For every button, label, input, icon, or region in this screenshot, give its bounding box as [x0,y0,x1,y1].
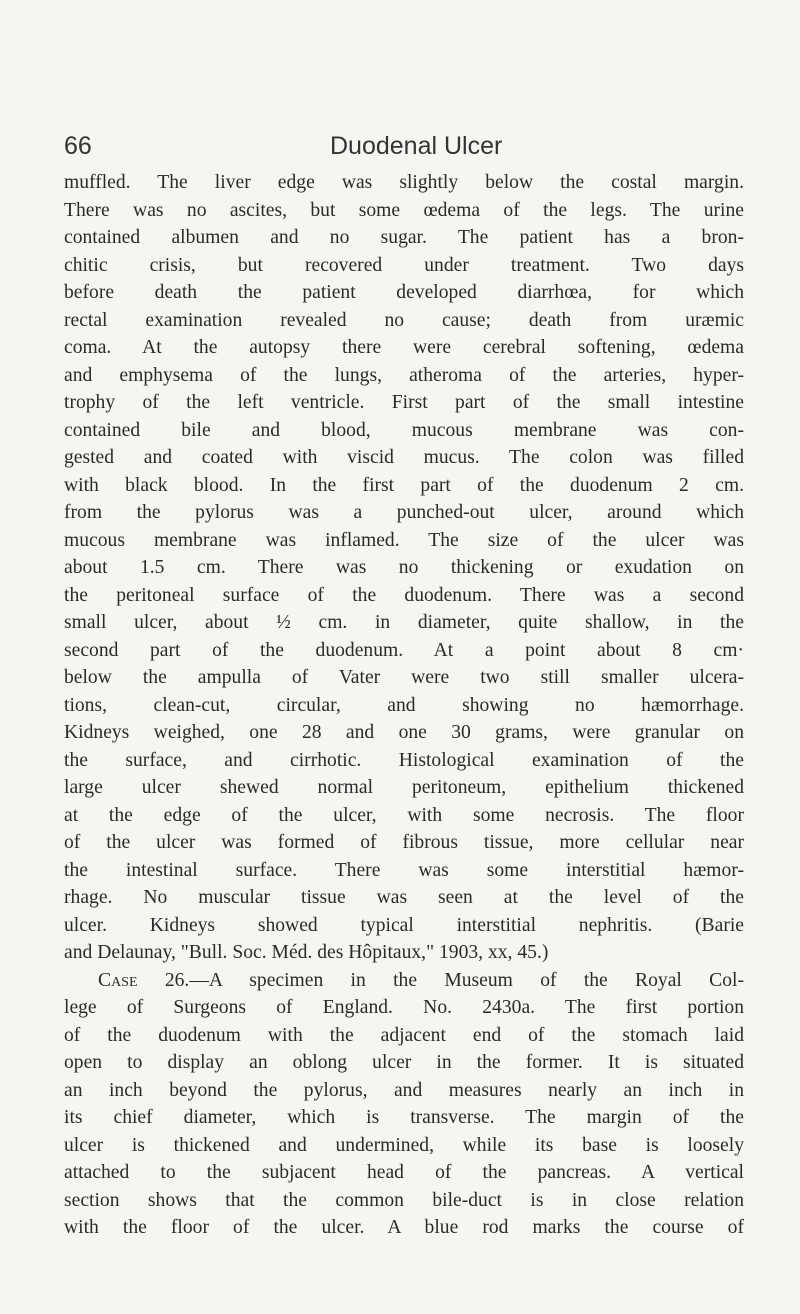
running-title: Duodenal Ulcer [330,132,503,160]
body-text [64,169,744,1242]
text-line: second part of the duodenum. At a point about 8 cm· [64,639,744,661]
text-line: an inch beyond the pylorus, and measures nearly an inch in [64,1079,744,1101]
text-line: from the pylorus was a punched-out ulcer, around which [64,502,744,523]
case-heading-line [64,967,744,995]
text-line: small ulcer, about ½ cm. in diameter, quite shallow, in the [64,612,744,633]
text-line: section shows that the common bile-duct is in close relation [64,1189,744,1211]
text-line: and emphysema of the lungs, atheroma of the arteries, hyper- [64,364,744,386]
text-line: of the ulcer was formed of fibrous tissue, more cellular near [64,832,744,853]
text-line: There was no ascites, but some œdema of the legs. The urine [64,199,744,221]
text-line: open to display an oblong ulcer in the former. It is situated [64,1052,744,1073]
text-line: before death the patient developed diarrhœa, for which [64,282,744,303]
text-line: its chief diameter, which is transverse. The margin of the [64,1107,744,1128]
text-line: contained bile and blood, mucous membrane was con- [64,419,744,441]
text-line: coma. At the autopsy there were cerebral softening, œdema [64,337,744,358]
text-line: ulcer. Kidneys showed typical interstitial nephritis. (Barie [64,914,744,936]
text-line: at the edge of the ulcer, with some necrosis. The floor [64,804,744,826]
text-line: lege of Surgeons of England. No. 2430a. The first portion [64,997,744,1018]
text-line: tions, clean-cut, circular, and showing no hæmorrhage. [64,694,744,716]
text-line: chitic crisis, but recovered under treatment. Two days [64,254,744,276]
text-line: about 1.5 cm. There was no thickening or exudation on [64,557,744,578]
text-line: of the duodenum with the adjacent end of the stomach laid [64,1024,744,1046]
text-line: ulcer is thickened and undermined, while its base is loosely [64,1134,744,1156]
text-line: muffled. The liver edge was slightly below the costal margin. [64,172,744,193]
case-heading-rest: —A specimen in the Museum of the Royal Col- [189,969,744,991]
text-line: contained albumen and no sugar. The patient has a bron- [64,227,744,248]
text-line: mucous membrane was inflamed. The size of the ulcer was [64,529,744,551]
text-line: with the floor of the ulcer. A blue rod marks the course of [64,1217,744,1238]
text-line: large ulcer shewed normal peritoneum, epithelium thickened [64,777,744,798]
text-line: below the ampulla of Vater were two still smaller ulcera- [64,667,744,688]
case-label: Case 26. [98,969,190,991]
text-line: the intestinal surface. There was some interstitial hæmor- [64,859,744,881]
page-header [64,132,744,172]
text-line: gested and coated with viscid mucus. The colon was filled [64,447,744,468]
text-line: trophy of the left ventricle. First part of the small intestine [64,392,744,413]
text-line: rhage. No muscular tissue was seen at the level of the [64,887,744,908]
text-line: with black blood. In the first part of the duodenum 2 cm. [64,474,744,496]
text-line: the peritoneal surface of the duodenum. There was a second [64,584,744,606]
text-line: and Delaunay, "Bull. Soc. Méd. des Hôpitaux," 1903, xx, 45.) [64,942,549,963]
text-line: attached to the subjacent head of the pancreas. A vertical [64,1162,744,1183]
text-line: rectal examination revealed no cause; death from uræmic [64,309,744,331]
text-line: Kidneys weighed, one 28 and one 30 grams, were granular on [64,722,744,743]
text-line: the surface, and cirrhotic. Histological examination of the [64,749,744,771]
page-number: 66 [64,132,92,160]
